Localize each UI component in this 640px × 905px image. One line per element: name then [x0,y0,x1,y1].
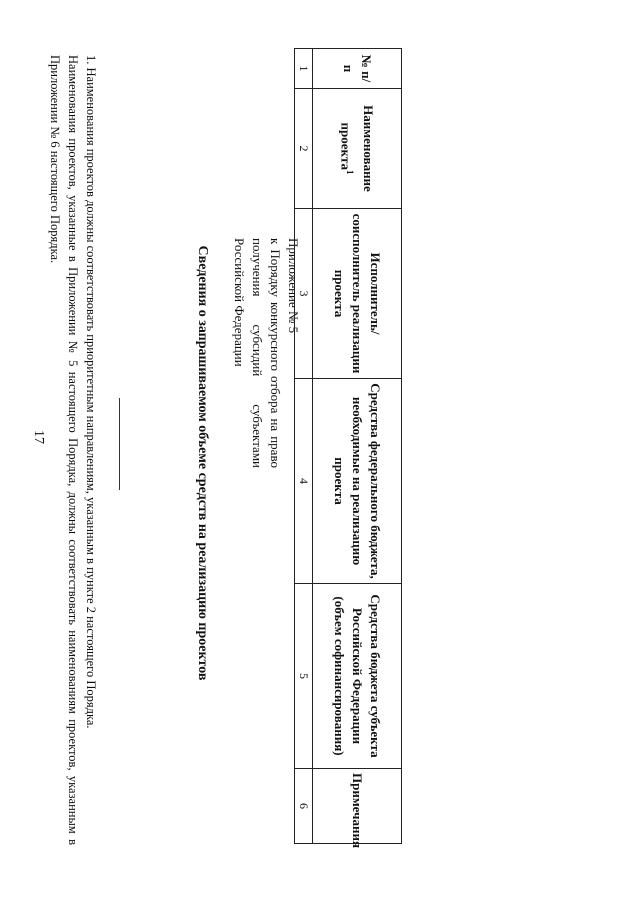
appendix-line-1: Приложение № 5 [286,238,301,334]
appendix-line-2: к Порядку конкурсного отбора на право [268,238,283,468]
number-cell: 3 [295,209,313,379]
number-cell: 4 [295,379,313,584]
appendix-line-3: получения субсидий субъектами [250,238,265,468]
funding-table [294,48,402,848]
number-cell: 1 [295,49,313,89]
header-cell [313,89,402,209]
footnote-1: 1. Наименования проектов должны соответствовать приоритетным направлениям, указанным в пункте 2 настоящего Порядка. [84,55,98,729]
header-cell: № п/п [313,49,402,89]
table-header-row [313,49,402,844]
appendix-block [230,238,302,468]
header-text: Наименование проекта [338,105,377,192]
table-number-row [295,49,313,844]
header-cell: Исполнитель/ соисполнитель реализации проекта [313,209,402,379]
footnote-mark: 1 [345,170,356,175]
page-number: 17 [31,430,46,444]
header-cell: Средства бюджета субъекта Российской Федерации (объем софинансирования) [313,584,402,769]
number-cell: 6 [295,769,313,844]
footnotes [46,55,100,845]
table-heading: Сведения о запрашиваемом объеме средств на реализацию проектов [195,245,210,681]
footnote-separator [119,398,120,490]
footnote-2: Наименования проектов, указанные в Приложении № 5 настоящего Порядка, должны соответствовать наименованиям проектов, указанным в Приложении № 6 настоящего Порядка. [48,55,80,845]
header-cell: Средства федерального бюджета, необходимые на реализацию проекта [313,379,402,584]
appendix-line-4: Российской Федерации [232,238,247,367]
number-cell: 2 [295,89,313,209]
number-cell: 5 [295,584,313,769]
header-cell: Примечания [313,769,402,844]
